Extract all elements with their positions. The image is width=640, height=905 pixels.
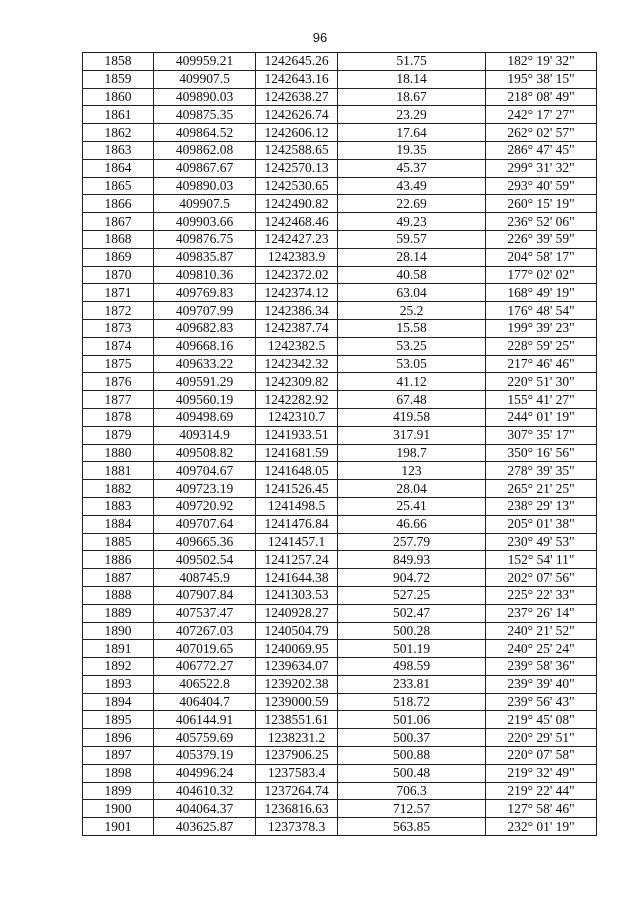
y-coordinate-cell: 1242342.32: [256, 355, 338, 373]
point-number-cell: 1900: [83, 800, 154, 818]
y-coordinate-cell: 1240504.79: [256, 622, 338, 640]
bearing-cell: 232° 01' 19": [486, 818, 597, 836]
y-coordinate-cell: 1242383.9: [256, 248, 338, 266]
x-coordinate-cell: 409890.03: [154, 177, 256, 195]
table-row: [83, 533, 597, 551]
distance-cell: 501.06: [338, 711, 486, 729]
y-coordinate-cell: 1236816.63: [256, 800, 338, 818]
distance-cell: 22.69: [338, 195, 486, 213]
distance-cell: 41.12: [338, 373, 486, 391]
x-coordinate-cell: 409707.99: [154, 302, 256, 320]
point-number-cell: 1901: [83, 818, 154, 836]
point-number-cell: 1892: [83, 658, 154, 676]
bearing-cell: 244° 01' 19": [486, 408, 597, 426]
point-number-cell: 1877: [83, 391, 154, 409]
distance-cell: 49.23: [338, 213, 486, 231]
page-number: 96: [312, 30, 328, 45]
bearing-cell: 307° 35' 17": [486, 426, 597, 444]
point-number-cell: 1889: [83, 604, 154, 622]
point-number-cell: 1860: [83, 88, 154, 106]
point-number-cell: 1885: [83, 533, 154, 551]
bearing-cell: 293° 40' 59": [486, 177, 597, 195]
point-number-cell: 1880: [83, 444, 154, 462]
point-number-cell: 1879: [83, 426, 154, 444]
y-coordinate-cell: 1241933.51: [256, 426, 338, 444]
point-number-cell: 1859: [83, 70, 154, 88]
table-row: [83, 622, 597, 640]
bearing-cell: 236° 52' 06": [486, 213, 597, 231]
point-number-cell: 1868: [83, 230, 154, 248]
y-coordinate-cell: 1242374.12: [256, 284, 338, 302]
distance-cell: 527.25: [338, 586, 486, 604]
point-number-cell: 1872: [83, 302, 154, 320]
bearing-cell: 239° 39' 40": [486, 675, 597, 693]
table-row: [83, 747, 597, 765]
x-coordinate-cell: 409903.66: [154, 213, 256, 231]
coordinates-table: [82, 52, 597, 836]
x-coordinate-cell: 409665.36: [154, 533, 256, 551]
y-coordinate-cell: 1242427.23: [256, 230, 338, 248]
bearing-cell: 176° 48' 54": [486, 302, 597, 320]
point-number-cell: 1893: [83, 675, 154, 693]
bearing-cell: 219° 32' 49": [486, 764, 597, 782]
point-number-cell: 1891: [83, 640, 154, 658]
point-number-cell: 1863: [83, 141, 154, 159]
table-row: [83, 248, 597, 266]
y-coordinate-cell: 1241498.5: [256, 497, 338, 515]
distance-cell: 28.14: [338, 248, 486, 266]
point-number-cell: 1881: [83, 462, 154, 480]
point-number-cell: 1895: [83, 711, 154, 729]
y-coordinate-cell: 1242282.92: [256, 391, 338, 409]
bearing-cell: 168° 49' 19": [486, 284, 597, 302]
bearing-cell: 230° 49' 53": [486, 533, 597, 551]
table-row: [83, 640, 597, 658]
table-row: [83, 497, 597, 515]
point-number-cell: 1897: [83, 747, 154, 765]
x-coordinate-cell: 405759.69: [154, 729, 256, 747]
x-coordinate-cell: 407267.03: [154, 622, 256, 640]
y-coordinate-cell: 1239202.38: [256, 675, 338, 693]
distance-cell: 51.75: [338, 53, 486, 71]
point-number-cell: 1873: [83, 319, 154, 337]
bearing-cell: 350° 16' 56": [486, 444, 597, 462]
bearing-cell: 217° 46' 46": [486, 355, 597, 373]
distance-cell: 123: [338, 462, 486, 480]
y-coordinate-cell: 1241303.53: [256, 586, 338, 604]
y-coordinate-cell: 1241681.59: [256, 444, 338, 462]
distance-cell: 712.57: [338, 800, 486, 818]
y-coordinate-cell: 1241644.38: [256, 569, 338, 587]
x-coordinate-cell: 406772.27: [154, 658, 256, 676]
distance-cell: 904.72: [338, 569, 486, 587]
distance-cell: 67.48: [338, 391, 486, 409]
point-number-cell: 1874: [83, 337, 154, 355]
table-row: [83, 319, 597, 337]
table-row: [83, 426, 597, 444]
bearing-cell: 265° 21' 25": [486, 480, 597, 498]
table-row: [83, 711, 597, 729]
x-coordinate-cell: 406522.8: [154, 675, 256, 693]
y-coordinate-cell: 1238551.61: [256, 711, 338, 729]
table-row: [83, 604, 597, 622]
y-coordinate-cell: 1241457.1: [256, 533, 338, 551]
distance-cell: 23.29: [338, 106, 486, 124]
x-coordinate-cell: 409720.92: [154, 497, 256, 515]
y-coordinate-cell: 1242490.82: [256, 195, 338, 213]
y-coordinate-cell: 1241476.84: [256, 515, 338, 533]
table-row: [83, 818, 597, 836]
table-row: [83, 586, 597, 604]
distance-cell: 18.14: [338, 70, 486, 88]
point-number-cell: 1858: [83, 53, 154, 71]
bearing-cell: 228° 59' 25": [486, 337, 597, 355]
bearing-cell: 219° 22' 44": [486, 782, 597, 800]
y-coordinate-cell: 1242570.13: [256, 159, 338, 177]
x-coordinate-cell: 409890.03: [154, 88, 256, 106]
x-coordinate-cell: 404996.24: [154, 764, 256, 782]
bearing-cell: 205° 01' 38": [486, 515, 597, 533]
x-coordinate-cell: 409707.64: [154, 515, 256, 533]
y-coordinate-cell: 1242638.27: [256, 88, 338, 106]
distance-cell: 706.3: [338, 782, 486, 800]
x-coordinate-cell: 407019.65: [154, 640, 256, 658]
table-row: [83, 106, 597, 124]
point-number-cell: 1875: [83, 355, 154, 373]
distance-cell: 45.37: [338, 159, 486, 177]
bearing-cell: 177° 02' 02": [486, 266, 597, 284]
x-coordinate-cell: 405379.19: [154, 747, 256, 765]
point-number-cell: 1869: [83, 248, 154, 266]
y-coordinate-cell: 1240069.95: [256, 640, 338, 658]
bearing-cell: 220° 29' 51": [486, 729, 597, 747]
y-coordinate-cell: 1242382.5: [256, 337, 338, 355]
y-coordinate-cell: 1242606.12: [256, 124, 338, 142]
table-row: [83, 159, 597, 177]
bearing-cell: 219° 45' 08": [486, 711, 597, 729]
table-row: [83, 124, 597, 142]
bearing-cell: 220° 07' 58": [486, 747, 597, 765]
bearing-cell: 240° 25' 24": [486, 640, 597, 658]
y-coordinate-cell: 1240928.27: [256, 604, 338, 622]
x-coordinate-cell: 409875.35: [154, 106, 256, 124]
point-number-cell: 1876: [83, 373, 154, 391]
table-row: [83, 569, 597, 587]
x-coordinate-cell: 409810.36: [154, 266, 256, 284]
bearing-cell: 202° 07' 56": [486, 569, 597, 587]
table-row: [83, 782, 597, 800]
point-number-cell: 1865: [83, 177, 154, 195]
x-coordinate-cell: 409769.83: [154, 284, 256, 302]
table-row: [83, 800, 597, 818]
x-coordinate-cell: 409502.54: [154, 551, 256, 569]
x-coordinate-cell: 409867.67: [154, 159, 256, 177]
table-row: [83, 302, 597, 320]
distance-cell: 257.79: [338, 533, 486, 551]
x-coordinate-cell: 409723.19: [154, 480, 256, 498]
distance-cell: 15.58: [338, 319, 486, 337]
x-coordinate-cell: 409560.19: [154, 391, 256, 409]
point-number-cell: 1887: [83, 569, 154, 587]
x-coordinate-cell: 409835.87: [154, 248, 256, 266]
x-coordinate-cell: 409498.69: [154, 408, 256, 426]
distance-cell: 53.05: [338, 355, 486, 373]
point-number-cell: 1861: [83, 106, 154, 124]
x-coordinate-cell: 409907.5: [154, 195, 256, 213]
x-coordinate-cell: 409704.67: [154, 462, 256, 480]
distance-cell: 59.57: [338, 230, 486, 248]
distance-cell: 63.04: [338, 284, 486, 302]
distance-cell: 25.2: [338, 302, 486, 320]
bearing-cell: 226° 39' 59": [486, 230, 597, 248]
point-number-cell: 1890: [83, 622, 154, 640]
table-row: [83, 213, 597, 231]
distance-cell: 419.58: [338, 408, 486, 426]
x-coordinate-cell: 407537.47: [154, 604, 256, 622]
y-coordinate-cell: 1237264.74: [256, 782, 338, 800]
y-coordinate-cell: 1242387.74: [256, 319, 338, 337]
coordinates-table-body: [83, 53, 597, 836]
y-coordinate-cell: 1242309.82: [256, 373, 338, 391]
point-number-cell: 1862: [83, 124, 154, 142]
y-coordinate-cell: 1237583.4: [256, 764, 338, 782]
point-number-cell: 1888: [83, 586, 154, 604]
point-number-cell: 1886: [83, 551, 154, 569]
table-row: [83, 195, 597, 213]
table-row: [83, 408, 597, 426]
x-coordinate-cell: 404610.32: [154, 782, 256, 800]
table-row: [83, 551, 597, 569]
bearing-cell: 239° 58' 36": [486, 658, 597, 676]
y-coordinate-cell: 1242626.74: [256, 106, 338, 124]
x-coordinate-cell: 403625.87: [154, 818, 256, 836]
table-row: [83, 515, 597, 533]
point-number-cell: 1894: [83, 693, 154, 711]
distance-cell: 502.47: [338, 604, 486, 622]
point-number-cell: 1866: [83, 195, 154, 213]
table-row: [83, 462, 597, 480]
point-number-cell: 1884: [83, 515, 154, 533]
distance-cell: 233.81: [338, 675, 486, 693]
table-row: [83, 141, 597, 159]
bearing-cell: 220° 51' 30": [486, 373, 597, 391]
y-coordinate-cell: 1241648.05: [256, 462, 338, 480]
table-row: [83, 177, 597, 195]
y-coordinate-cell: 1241257.24: [256, 551, 338, 569]
table-row: [83, 337, 597, 355]
table-row: [83, 675, 597, 693]
distance-cell: 25.41: [338, 497, 486, 515]
table-row: [83, 70, 597, 88]
y-coordinate-cell: 1242372.02: [256, 266, 338, 284]
table-row: [83, 266, 597, 284]
distance-cell: 500.28: [338, 622, 486, 640]
distance-cell: 518.72: [338, 693, 486, 711]
x-coordinate-cell: 409862.08: [154, 141, 256, 159]
point-number-cell: 1883: [83, 497, 154, 515]
distance-cell: 53.25: [338, 337, 486, 355]
y-coordinate-cell: 1239634.07: [256, 658, 338, 676]
point-number-cell: 1882: [83, 480, 154, 498]
point-number-cell: 1870: [83, 266, 154, 284]
point-number-cell: 1899: [83, 782, 154, 800]
distance-cell: 501.19: [338, 640, 486, 658]
x-coordinate-cell: 409591.29: [154, 373, 256, 391]
y-coordinate-cell: 1242530.65: [256, 177, 338, 195]
distance-cell: 563.85: [338, 818, 486, 836]
y-coordinate-cell: 1239000.59: [256, 693, 338, 711]
x-coordinate-cell: 408745.9: [154, 569, 256, 587]
table-row: [83, 88, 597, 106]
bearing-cell: 237° 26' 14": [486, 604, 597, 622]
y-coordinate-cell: 1241526.45: [256, 480, 338, 498]
distance-cell: 46.66: [338, 515, 486, 533]
y-coordinate-cell: 1242643.16: [256, 70, 338, 88]
bearing-cell: 218° 08' 49": [486, 88, 597, 106]
x-coordinate-cell: 409907.5: [154, 70, 256, 88]
table-row: [83, 764, 597, 782]
distance-cell: 18.67: [338, 88, 486, 106]
bearing-cell: 260° 15' 19": [486, 195, 597, 213]
distance-cell: 19.35: [338, 141, 486, 159]
x-coordinate-cell: 409633.22: [154, 355, 256, 373]
point-number-cell: 1898: [83, 764, 154, 782]
table-row: [83, 444, 597, 462]
distance-cell: 43.49: [338, 177, 486, 195]
bearing-cell: 242° 17' 27": [486, 106, 597, 124]
bearing-cell: 182° 19' 32": [486, 53, 597, 71]
distance-cell: 849.93: [338, 551, 486, 569]
table-row: [83, 53, 597, 71]
y-coordinate-cell: 1237906.25: [256, 747, 338, 765]
y-coordinate-cell: 1242310.7: [256, 408, 338, 426]
table-row: [83, 373, 597, 391]
x-coordinate-cell: 409864.52: [154, 124, 256, 142]
bearing-cell: 225° 22' 33": [486, 586, 597, 604]
bearing-cell: 278° 39' 35": [486, 462, 597, 480]
bearing-cell: 155° 41' 27": [486, 391, 597, 409]
y-coordinate-cell: 1242588.65: [256, 141, 338, 159]
bearing-cell: 199° 39' 23": [486, 319, 597, 337]
x-coordinate-cell: 409314.9: [154, 426, 256, 444]
bearing-cell: 127° 58' 46": [486, 800, 597, 818]
point-number-cell: 1896: [83, 729, 154, 747]
table-row: [83, 230, 597, 248]
y-coordinate-cell: 1242468.46: [256, 213, 338, 231]
bearing-cell: 262° 02' 57": [486, 124, 597, 142]
bearing-cell: 195° 38' 15": [486, 70, 597, 88]
distance-cell: 500.37: [338, 729, 486, 747]
bearing-cell: 204° 58' 17": [486, 248, 597, 266]
x-coordinate-cell: 409682.83: [154, 319, 256, 337]
distance-cell: 198.7: [338, 444, 486, 462]
x-coordinate-cell: 406404.7: [154, 693, 256, 711]
distance-cell: 500.48: [338, 764, 486, 782]
table-row: [83, 480, 597, 498]
x-coordinate-cell: 404064.37: [154, 800, 256, 818]
table-row: [83, 658, 597, 676]
bearing-cell: 239° 56' 43": [486, 693, 597, 711]
x-coordinate-cell: 409508.82: [154, 444, 256, 462]
y-coordinate-cell: 1242645.26: [256, 53, 338, 71]
point-number-cell: 1878: [83, 408, 154, 426]
distance-cell: 317.91: [338, 426, 486, 444]
distance-cell: 498.59: [338, 658, 486, 676]
distance-cell: 500.88: [338, 747, 486, 765]
x-coordinate-cell: 407907.84: [154, 586, 256, 604]
table-row: [83, 355, 597, 373]
x-coordinate-cell: 409959.21: [154, 53, 256, 71]
y-coordinate-cell: 1237378.3: [256, 818, 338, 836]
table-row: [83, 729, 597, 747]
distance-cell: 17.64: [338, 124, 486, 142]
bearing-cell: 240° 21' 52": [486, 622, 597, 640]
point-number-cell: 1864: [83, 159, 154, 177]
point-number-cell: 1867: [83, 213, 154, 231]
table-row: [83, 284, 597, 302]
y-coordinate-cell: 1238231.2: [256, 729, 338, 747]
bearing-cell: 299° 31' 32": [486, 159, 597, 177]
bearing-cell: 286° 47' 45": [486, 141, 597, 159]
x-coordinate-cell: 409668.16: [154, 337, 256, 355]
distance-cell: 28.04: [338, 480, 486, 498]
y-coordinate-cell: 1242386.34: [256, 302, 338, 320]
table-row: [83, 693, 597, 711]
x-coordinate-cell: 409876.75: [154, 230, 256, 248]
point-number-cell: 1871: [83, 284, 154, 302]
bearing-cell: 238° 29' 13": [486, 497, 597, 515]
x-coordinate-cell: 406144.91: [154, 711, 256, 729]
table-row: [83, 391, 597, 409]
bearing-cell: 152° 54' 11": [486, 551, 597, 569]
distance-cell: 40.58: [338, 266, 486, 284]
